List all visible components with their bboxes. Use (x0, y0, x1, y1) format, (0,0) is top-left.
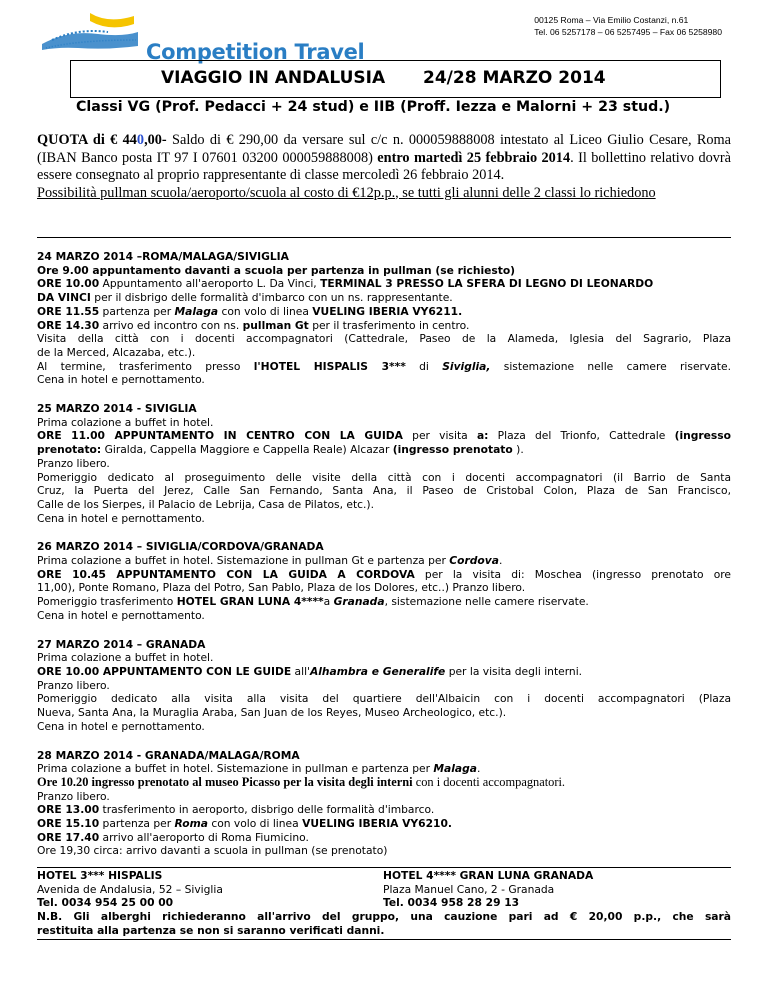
trip-title: VIAGGIO IN ANDALUSIA (161, 68, 386, 88)
agency-contact (534, 14, 722, 38)
day-heading: 26 MARZO 2014 – SIVIGLIA/CORDOVA/GRANADA (37, 540, 324, 554)
separator-line (37, 237, 731, 238)
day-heading: 27 MARZO 2014 – GRANADA (37, 637, 206, 651)
agency-phone: Tel. 06 5257178 – 06 5257495 – Fax 06 5258980 (534, 27, 722, 37)
day-heading: 24 MARZO 2014 –ROMA/MALAGA/SIVIGLIA (37, 250, 289, 263)
day-heading: 28 MARZO 2014 - GRANADA/MALAGA/ROMA (37, 748, 300, 762)
title-box (70, 60, 721, 98)
pullman-note: Possibilità pullman scuola/aeroporto/scuola al costo di €12p.p., se tutti gli alunni delle 2 classi lo richiedono (37, 184, 656, 201)
hotel-2-address: Plaza Manuel Cano, 2 - Granada (383, 882, 555, 896)
day-5: 28 MARZO 2014 - GRANADA/MALAGA/ROMA Prima colazione a buffet in hotel. Sistemazione in pullman e partenza per Malaga. Ore 10.20 ingresso prenotato al museo Picasso per la visita degli interni con i docenti accompagnatori. Pranzo libero. ORE 13.00 trasferimento in aeroporto, disbrigo delle formalità d'imbarco. ORE 15.10 partenza per Roma con volo di linea VUELING IBERIA VY6210. ORE 17.40 arrivo all'aeroporto di Roma Fiumicino. Ore 19,30 circa: arrivo davanti a scuola in pullman (se prenotato) (37, 748, 566, 858)
classes-subtitle: Classi VG (Prof. Pedacci + 24 stud) e IIB (Proff. Iezza e Malorni + 23 stud.) (76, 99, 671, 115)
quota-label: QUOTA di € 440,00- (37, 132, 167, 148)
trip-dates: 24/28 MARZO 2014 (423, 68, 606, 88)
hotel-1-name: HOTEL 3*** HISPALIS (37, 869, 163, 882)
day-1: 24 MARZO 2014 –ROMA/MALAGA/SIVIGLIA Ore 9.00 appuntamento davanti a scuola per partenza in pullman (se richiesto) ORE 10.00 Appuntamento all'aeroporto L. Da Vinci, TERMINAL 3 PRESSO LA SFERA DI LEGNO DI LEONARDO DA VINCI per il disbrigo delle formalità d'imbarco con un ns. rappresentante. ORE 11.55 partenza per Malaga con volo di linea VUELING IBERIA VY6211. ORE 14.30 arrivo ed incontro con ns. pullman Gt per il trasferimento in centro. Visita della città con i docenti accompagnatori (Cattedrale, Paseo de la Alameda, Iglesia del Sagrario, Plaza de la Merced, Alcazaba, etc.). Al termine, trasferimento presso l'HOTEL HISPALIS 3*** di Siviglia, sistemazione nelle camere riservate. Cena in hotel e pernottamento. (37, 250, 731, 387)
deposit-note: N.B. Gli alberghi richiederanno all'arrivo del gruppo, una cauzione pari ad € 20,00 p.p., che sarà (37, 910, 731, 924)
quota-label-digit: 0 (136, 132, 145, 148)
agency-address: 00125 Roma – Via Emilio Costanzi, n.61 (534, 15, 689, 25)
quota-text: QUOTA di € 440,00- Saldo di € 290,00 da versare sul c/c n. 000059888008 intestato al Liceo Giulio Cesare, Roma (IBAN Banco posta IT 97 I 07601 03200 000059888008) entro martedì 25 febbraio 2014. Il bollettino relativo dovrà essere consegnato al proprio rappresentante di classe mercoledì 26 febbraio 2014. (37, 132, 732, 183)
hotels-box (37, 867, 731, 940)
hotel-1-address: Avenida de Andalusia, 52 – Siviglia (37, 882, 223, 896)
itinerary (37, 250, 731, 873)
logo-text: Competition Travel (146, 40, 365, 64)
quota-paragraph (37, 132, 731, 202)
hotel-2-phone: Tel. 0034 958 28 29 13 (383, 896, 520, 910)
day-3: 26 MARZO 2014 – SIVIGLIA/CORDOVA/GRANADA Prima colazione a buffet in hotel. Sistemazione in pullman Gt e partenza per Cordova. ORE 10.45 APPUNTAMENTO CON LA GUIDA A CORDOVA per la visita di: Moschea (ingresso prenotato ore 11,00), Ponte Romano, Plaza del Potro, San Pablo, Plaza de los Dolores, etc..) Pranzo libero. Pomeriggio trasferimento HOTEL GRAN LUNA 4****a Granada, sistemazione nelle camere riservate. Cena in hotel e pernottamento. (37, 540, 731, 622)
day-4: 27 MARZO 2014 – GRANADA Prima colazione a buffet in hotel. ORE 10.00 APPUNTAMENTO CON LE GUIDE all'Alhambra e Generalife per la visita degli interni. Pranzo libero. Pomeriggio dedicato alla visita alla visita del quartiere dell'Albaicin con i docenti accompagnatori (Plaza Nueva, Santa Ana, la Muraglia Araba, San Juan de los Reyes, Museo Archeologico, etc.). Cena in hotel e pernottamento. (37, 637, 731, 733)
day-heading: 25 MARZO 2014 - SIVIGLIA (37, 402, 197, 416)
hotel-1-phone: Tel. 0034 954 25 00 00 (37, 896, 174, 910)
hotel-2-name: HOTEL 4**** GRAN LUNA GRANADA (383, 869, 594, 882)
day-2: 25 MARZO 2014 - SIVIGLIA Prima colazione a buffet in hotel. ORE 11.00 APPUNTAMENTO IN CENTRO CON LA GUIDA per visita a: Plaza del Trionfo, Cattedrale (ingresso prenotato: Giralda, Cappella Maggiore e Cappella Reale) Alcazar (ingresso prenotato ). Pranzo libero. Pomeriggio dedicato al proseguimento delle visite della città con i docenti accompagnatori (il Barrio de Santa Cruz, la Puerta del Jerez, Calle San Fernando, Santa Ana, il Paseo de Cristobal Colon, Plaza de San Francisco, Calle de los Sierpes, il Palacio de Lebrija, Casa de Pilatos, etc.). Cena in hotel e pernottamento. (37, 402, 731, 525)
deposit-note-end: restituita alla partenza se non si saranno verificati danni. (37, 923, 385, 937)
quota-deadline: entro martedì 25 febbraio 2014 (377, 149, 571, 166)
